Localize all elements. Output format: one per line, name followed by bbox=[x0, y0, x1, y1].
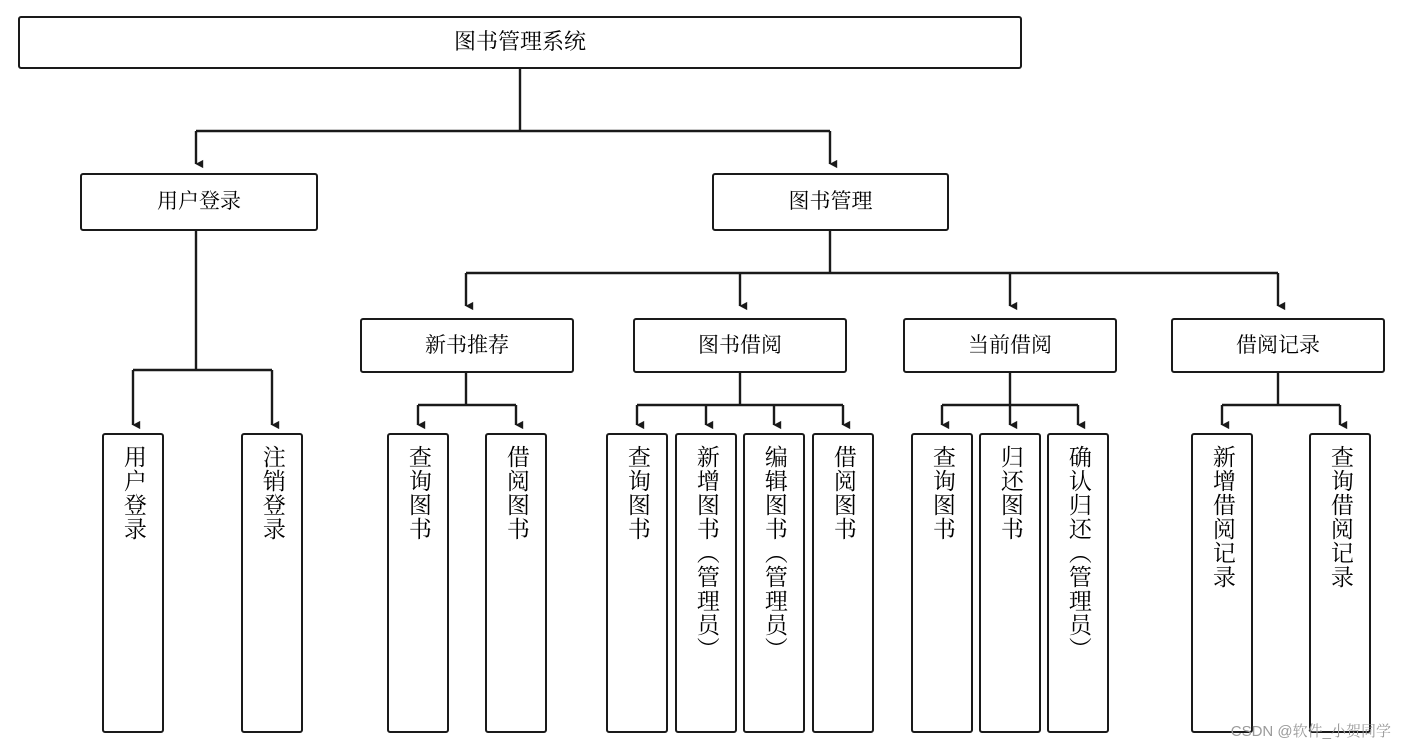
node-leaf-query-record-label: 查询借阅记录 bbox=[1327, 445, 1354, 589]
node-leaf-edit-book[interactable] bbox=[743, 433, 805, 733]
node-book-manage-label: 图书管理 bbox=[788, 190, 873, 214]
node-leaf-borrow-book-1[interactable] bbox=[485, 433, 547, 733]
node-leaf-query-book-1-label: 查询图书 bbox=[405, 445, 432, 541]
node-leaf-user-logout-label: 注销登录 bbox=[259, 445, 286, 541]
node-leaf-query-book-2[interactable] bbox=[606, 433, 668, 733]
node-leaf-user-login-label: 用户登录 bbox=[120, 445, 147, 541]
node-leaf-borrow-book-1-label: 借阅图书 bbox=[503, 445, 530, 541]
node-leaf-add-record[interactable] bbox=[1191, 433, 1253, 733]
node-root[interactable] bbox=[18, 16, 1022, 69]
node-leaf-query-book-2-label: 查询图书 bbox=[624, 445, 651, 541]
node-new-book-recommend[interactable] bbox=[360, 318, 574, 373]
node-leaf-query-book-3[interactable] bbox=[911, 433, 973, 733]
node-leaf-return-book[interactable] bbox=[979, 433, 1041, 733]
node-leaf-confirm-return[interactable] bbox=[1047, 433, 1109, 733]
node-leaf-query-book-1[interactable] bbox=[387, 433, 449, 733]
node-leaf-borrow-book-2-label: 借阅图书 bbox=[830, 445, 857, 541]
node-leaf-query-record[interactable] bbox=[1309, 433, 1371, 733]
node-book-manage[interactable] bbox=[712, 173, 949, 231]
node-current-borrow-label: 当前借阅 bbox=[968, 333, 1052, 357]
node-leaf-query-book-3-label: 查询图书 bbox=[929, 445, 956, 541]
node-new-book-recommend-label: 新书推荐 bbox=[425, 333, 509, 357]
node-borrow-record-label: 借阅记录 bbox=[1236, 333, 1320, 357]
node-book-borrow[interactable] bbox=[633, 318, 847, 373]
node-leaf-add-book[interactable] bbox=[675, 433, 737, 733]
node-leaf-borrow-book-2[interactable] bbox=[812, 433, 874, 733]
node-leaf-confirm-return-label: 确认归还（管理员） bbox=[1065, 445, 1092, 661]
watermark: CSDN @软件_小贺同学 bbox=[1230, 723, 1391, 740]
node-leaf-add-record-label: 新增借阅记录 bbox=[1209, 445, 1236, 589]
node-root-label: 图书管理系统 bbox=[453, 29, 586, 55]
node-leaf-user-login[interactable] bbox=[102, 433, 164, 733]
node-leaf-user-logout[interactable] bbox=[241, 433, 303, 733]
node-current-borrow[interactable] bbox=[903, 318, 1117, 373]
node-user-login-label: 用户登录 bbox=[157, 190, 241, 214]
node-leaf-add-book-label: 新增图书（管理员） bbox=[693, 445, 720, 661]
node-user-login[interactable] bbox=[80, 173, 318, 231]
node-borrow-record[interactable] bbox=[1171, 318, 1385, 373]
node-leaf-return-book-label: 归还图书 bbox=[997, 445, 1024, 541]
node-leaf-edit-book-label: 编辑图书（管理员） bbox=[761, 445, 788, 661]
node-book-borrow-label: 图书借阅 bbox=[698, 333, 782, 357]
